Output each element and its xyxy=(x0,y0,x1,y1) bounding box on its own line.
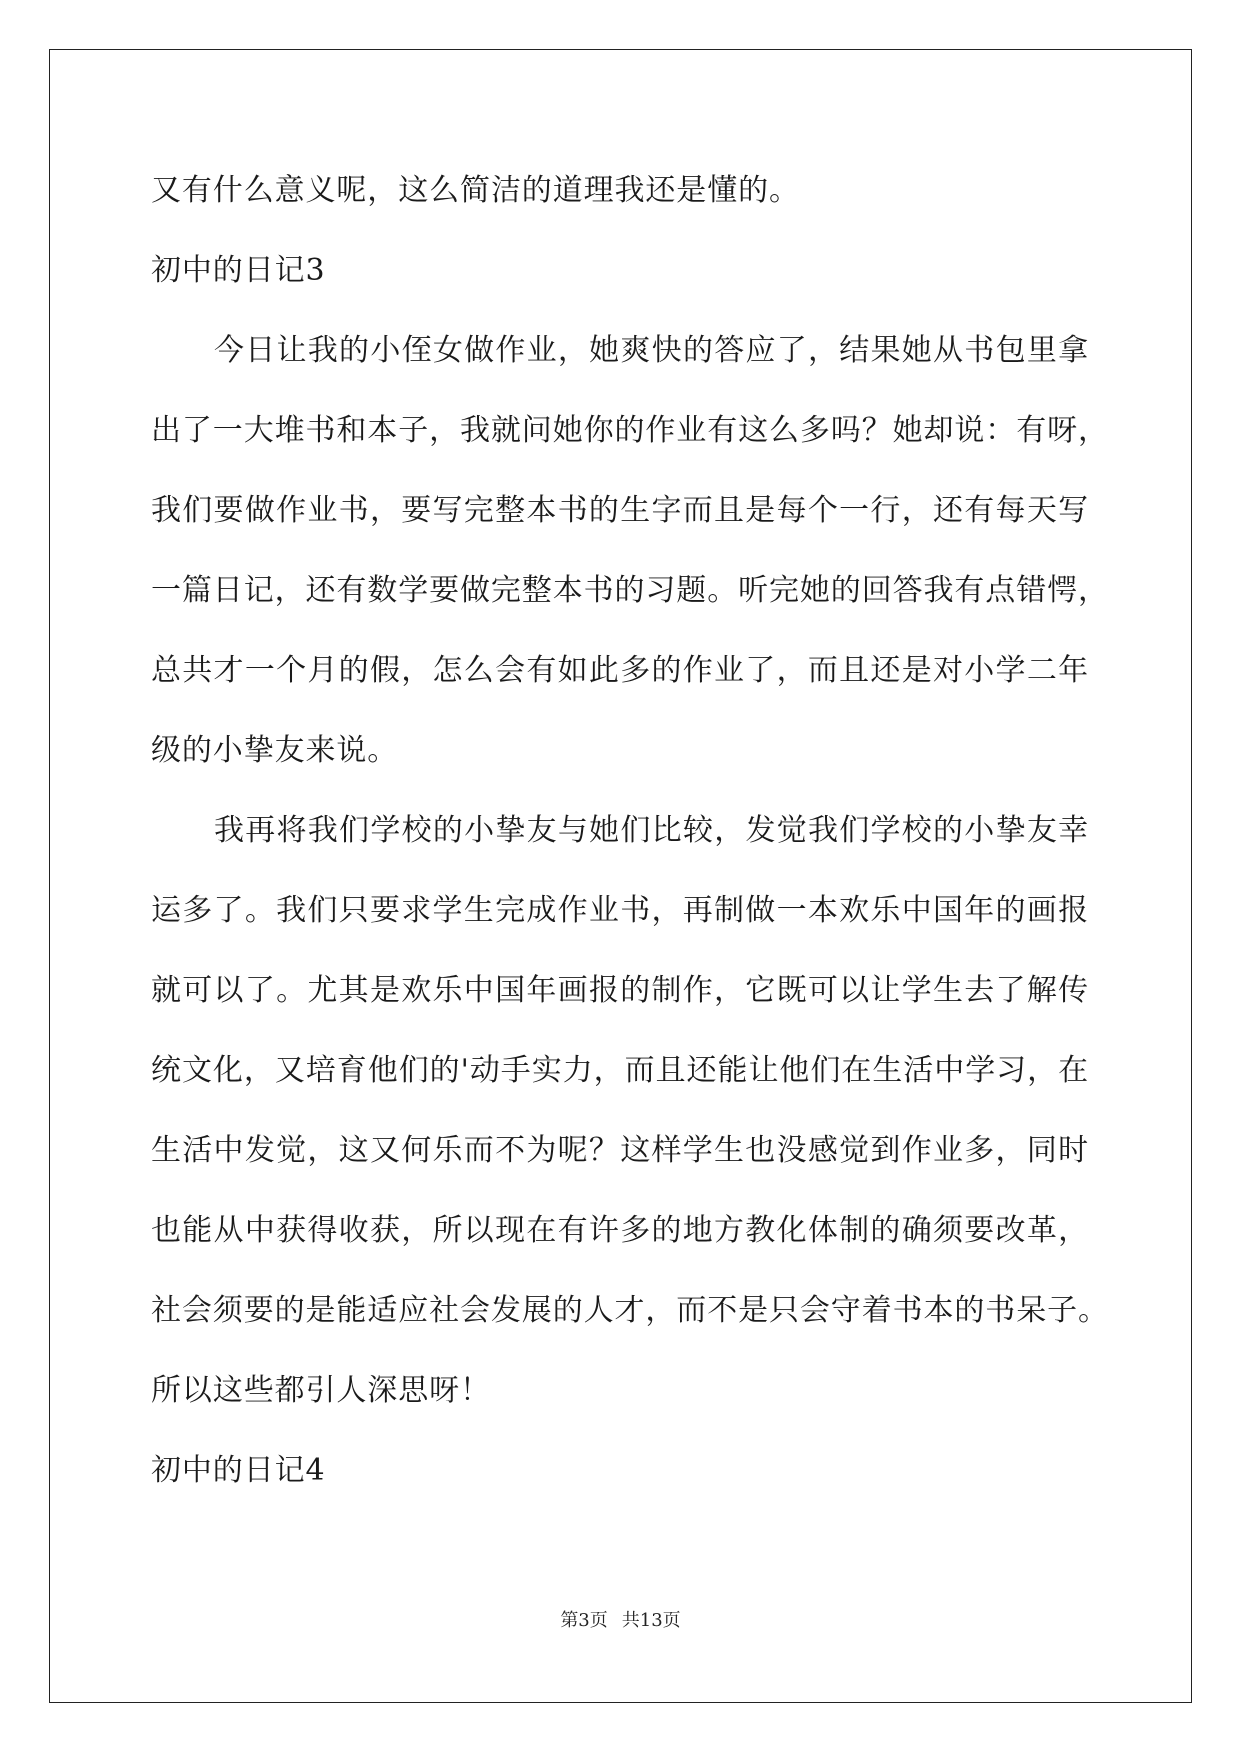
paragraph-line: 所以这些都引人深思呀！ xyxy=(151,1373,491,1408)
page-number-total: 共13页 xyxy=(621,1610,681,1631)
page-number-current: 第3页 xyxy=(560,1610,608,1631)
paragraph-line: 生活中发觉，这又何乐而不为呢？这样学生也没感觉到作业多，同时 xyxy=(151,1133,1089,1168)
paragraph-line: 我们要做作业书，要写完整本书的生字而且是每个一行，还有每天写 xyxy=(151,493,1089,528)
paragraph-line: 总共才一个月的假，怎么会有如此多的作业了，而且还是对小学二年 xyxy=(151,653,1089,688)
paragraph-line: 今日让我的小侄女做作业，她爽快的答应了，结果她从书包里拿 xyxy=(214,333,1089,368)
paragraph-line: 出了一大堆书和本子，我就问她你的作业有这么多吗？她却说：有呀， xyxy=(151,413,1109,448)
paragraph-line: 级的小挚友来说。 xyxy=(151,733,399,768)
paragraph-line: 统文化，又培育他们的'动手实力，而且还能让他们在生活中学习，在 xyxy=(151,1053,1089,1088)
paragraph-line: 运多了。我们只要求学生完成作业书，再制做一本欢乐中国年的画报 xyxy=(151,893,1089,928)
paragraph-line: 就可以了。尤其是欢乐中国年画报的制作，它既可以让学生去了解传 xyxy=(151,973,1089,1008)
paragraph-line: 一篇日记，还有数学要做完整本书的习题。听完她的回答我有点错愕， xyxy=(151,573,1109,608)
page-footer xyxy=(0,1609,1241,1633)
paragraph-line: 又有什么意义呢，这么简洁的道理我还是懂的。 xyxy=(151,173,800,208)
paragraph-line: 也能从中获得收获，所以现在有许多的地方教化体制的确须要改革， xyxy=(151,1213,1089,1248)
section-heading: 初中的日记3 xyxy=(151,253,326,288)
paragraph-line: 我再将我们学校的小挚友与她们比较，发觉我们学校的小挚友幸 xyxy=(214,813,1089,848)
section-heading: 初中的日记4 xyxy=(151,1453,326,1488)
paragraph-line: 社会须要的是能适应社会发展的人才，而不是只会守着书本的书呆子。 xyxy=(151,1293,1109,1328)
